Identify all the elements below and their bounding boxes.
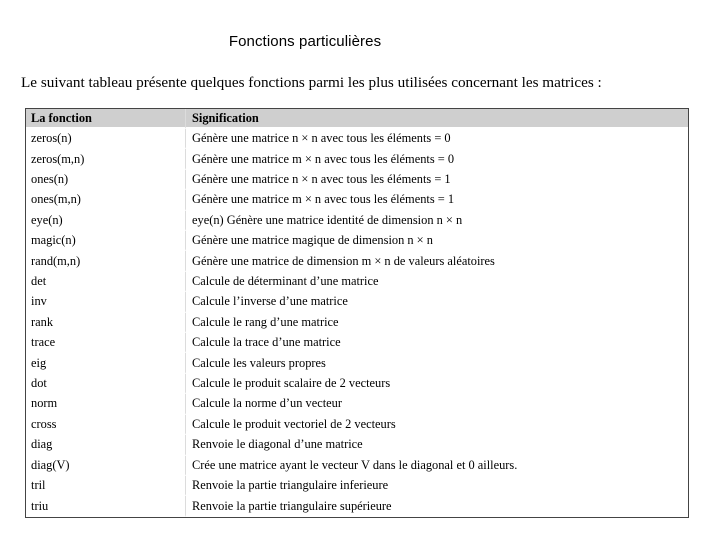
function-name-cell: diag [26,435,186,455]
function-name-cell: norm [26,394,186,414]
table-row [26,333,688,353]
function-name-cell: eig [26,353,186,373]
function-name-cell: cross [26,415,186,435]
table-row [26,231,688,251]
table-row [26,170,688,190]
table-row [26,394,688,414]
header-meaning: Signification [186,109,688,129]
table-row [26,129,688,149]
table-body [26,129,688,517]
table-row [26,353,688,373]
functions-table [26,109,688,517]
header-function: La fonction [26,109,186,129]
function-name-cell: inv [26,292,186,312]
function-meaning-cell: Génère une matrice n × n avec tous les éléments = 0 [186,129,688,149]
function-name-cell: dot [26,374,186,394]
page-title: Fonctions particulières [228,33,382,50]
table-row [26,374,688,394]
function-name-cell: triu [26,496,186,517]
table-row [26,496,688,517]
function-meaning-cell: Génère une matrice n × n avec tous les éléments = 1 [186,170,688,190]
function-name-cell: ones(n) [26,170,186,190]
function-name-cell: rank [26,313,186,333]
table-row [26,313,688,333]
function-meaning-cell: Renvoie le diagonal d’une matrice [186,435,688,455]
table-row [26,476,688,496]
table-row [26,435,688,455]
function-name-cell: ones(m,n) [26,190,186,210]
intro-paragraph: Le suivant tableau présente quelques fonctions parmi les plus utilisées concernant les matrices : [21,74,602,91]
function-meaning-cell: Calcule le rang d’une matrice [186,313,688,333]
function-meaning-cell: Génère une matrice de dimension m × n de valeurs aléatoires [186,251,688,271]
table-row [26,190,688,210]
functions-table-container [25,108,689,518]
function-name-cell: eye(n) [26,211,186,231]
function-name-cell: det [26,272,186,292]
function-meaning-cell: Calcule les valeurs propres [186,353,688,373]
function-meaning-cell: Génère une matrice m × n avec tous les éléments = 1 [186,190,688,210]
table-row [26,251,688,271]
function-meaning-cell: Génère une matrice m × n avec tous les éléments = 0 [186,149,688,169]
table-header-row [26,109,688,129]
function-meaning-cell: Calcule la norme d’un vecteur [186,394,688,414]
table-row [26,292,688,312]
table-row [26,272,688,292]
function-meaning-cell: Calcule de déterminant d’une matrice [186,272,688,292]
function-meaning-cell: Calcule le produit vectoriel de 2 vecteurs [186,415,688,435]
table-row [26,456,688,476]
function-meaning-cell: Calcule l’inverse d’une matrice [186,292,688,312]
function-name-cell: rand(m,n) [26,251,186,271]
function-name-cell: zeros(m,n) [26,149,186,169]
function-meaning-cell: Renvoie la partie triangulaire supérieure [186,496,688,517]
function-name-cell: zeros(n) [26,129,186,149]
function-meaning-cell: Renvoie la partie triangulaire inferieure [186,476,688,496]
function-name-cell: diag(V) [26,456,186,476]
function-meaning-cell: eye(n) Génère une matrice identité de dimension n × n [186,211,688,231]
function-meaning-cell: Crée une matrice ayant le vecteur V dans le diagonal et 0 ailleurs. [186,456,688,476]
table-row [26,415,688,435]
table-row [26,149,688,169]
function-meaning-cell: Génère une matrice magique de dimension n × n [186,231,688,251]
function-name-cell: magic(n) [26,231,186,251]
function-name-cell: tril [26,476,186,496]
function-name-cell: trace [26,333,186,353]
table-row [26,211,688,231]
function-meaning-cell: Calcule la trace d’une matrice [186,333,688,353]
function-meaning-cell: Calcule le produit scalaire de 2 vecteurs [186,374,688,394]
